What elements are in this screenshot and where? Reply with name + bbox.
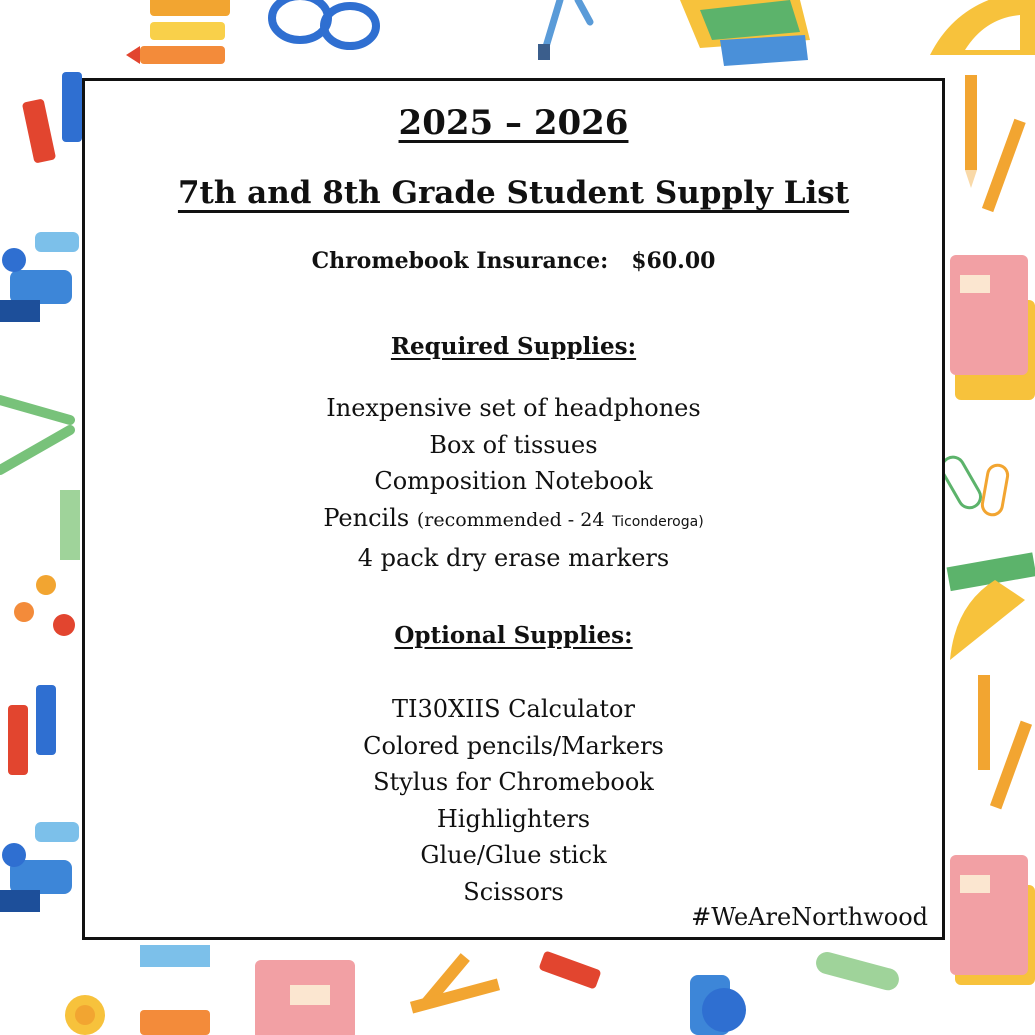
list-item: Inexpensive set of headphones bbox=[326, 394, 701, 422]
highlighter-icon bbox=[126, 0, 230, 64]
list-item: TI30XIIS Calculator bbox=[392, 695, 635, 723]
page-title: 7th and 8th Grade Student Supply List bbox=[177, 175, 850, 211]
list-item: Box of tissues bbox=[429, 430, 598, 459]
protractor-icon bbox=[930, 0, 1035, 55]
pushpin-icon bbox=[14, 575, 75, 636]
pencils-note: (recommended - 24 bbox=[416, 508, 605, 531]
optional-supplies-heading: Optional Supplies: bbox=[394, 622, 633, 649]
list-item: Highlighters bbox=[436, 804, 591, 833]
test-tube-icon bbox=[140, 945, 901, 993]
list-item: 4 pack dry erase markers bbox=[357, 544, 670, 572]
supply-list-card bbox=[82, 78, 945, 940]
list-item: Composition Notebook bbox=[374, 467, 653, 495]
list-item: Colored pencils/Markers bbox=[363, 731, 664, 760]
required-supplies-heading: Required Supplies: bbox=[390, 333, 637, 360]
medal-icon bbox=[65, 995, 210, 1035]
books-icon bbox=[680, 0, 810, 66]
protractor-icon bbox=[950, 580, 1025, 660]
list-item: Glue/Glue stick bbox=[420, 841, 607, 869]
list-item bbox=[85, 500, 942, 541]
required-supplies-list bbox=[85, 390, 942, 577]
chromebook-insurance: Chromebook Insurance: $60.00 bbox=[311, 248, 716, 274]
glasses-icon bbox=[272, 0, 376, 46]
list-item: Stylus for Chromebook bbox=[373, 768, 654, 796]
paperclip-icon bbox=[938, 453, 1009, 516]
pencils-brand: Ticonderoga) bbox=[612, 513, 704, 530]
compass-icon bbox=[538, 0, 590, 60]
school-year-heading: 2025 – 2026 bbox=[398, 103, 629, 143]
list-item: Scissors bbox=[463, 877, 564, 906]
optional-supplies-list bbox=[85, 691, 942, 910]
pencils-label: Pencils bbox=[323, 503, 410, 532]
hashtag: #WeAreNorthwood bbox=[691, 903, 928, 931]
